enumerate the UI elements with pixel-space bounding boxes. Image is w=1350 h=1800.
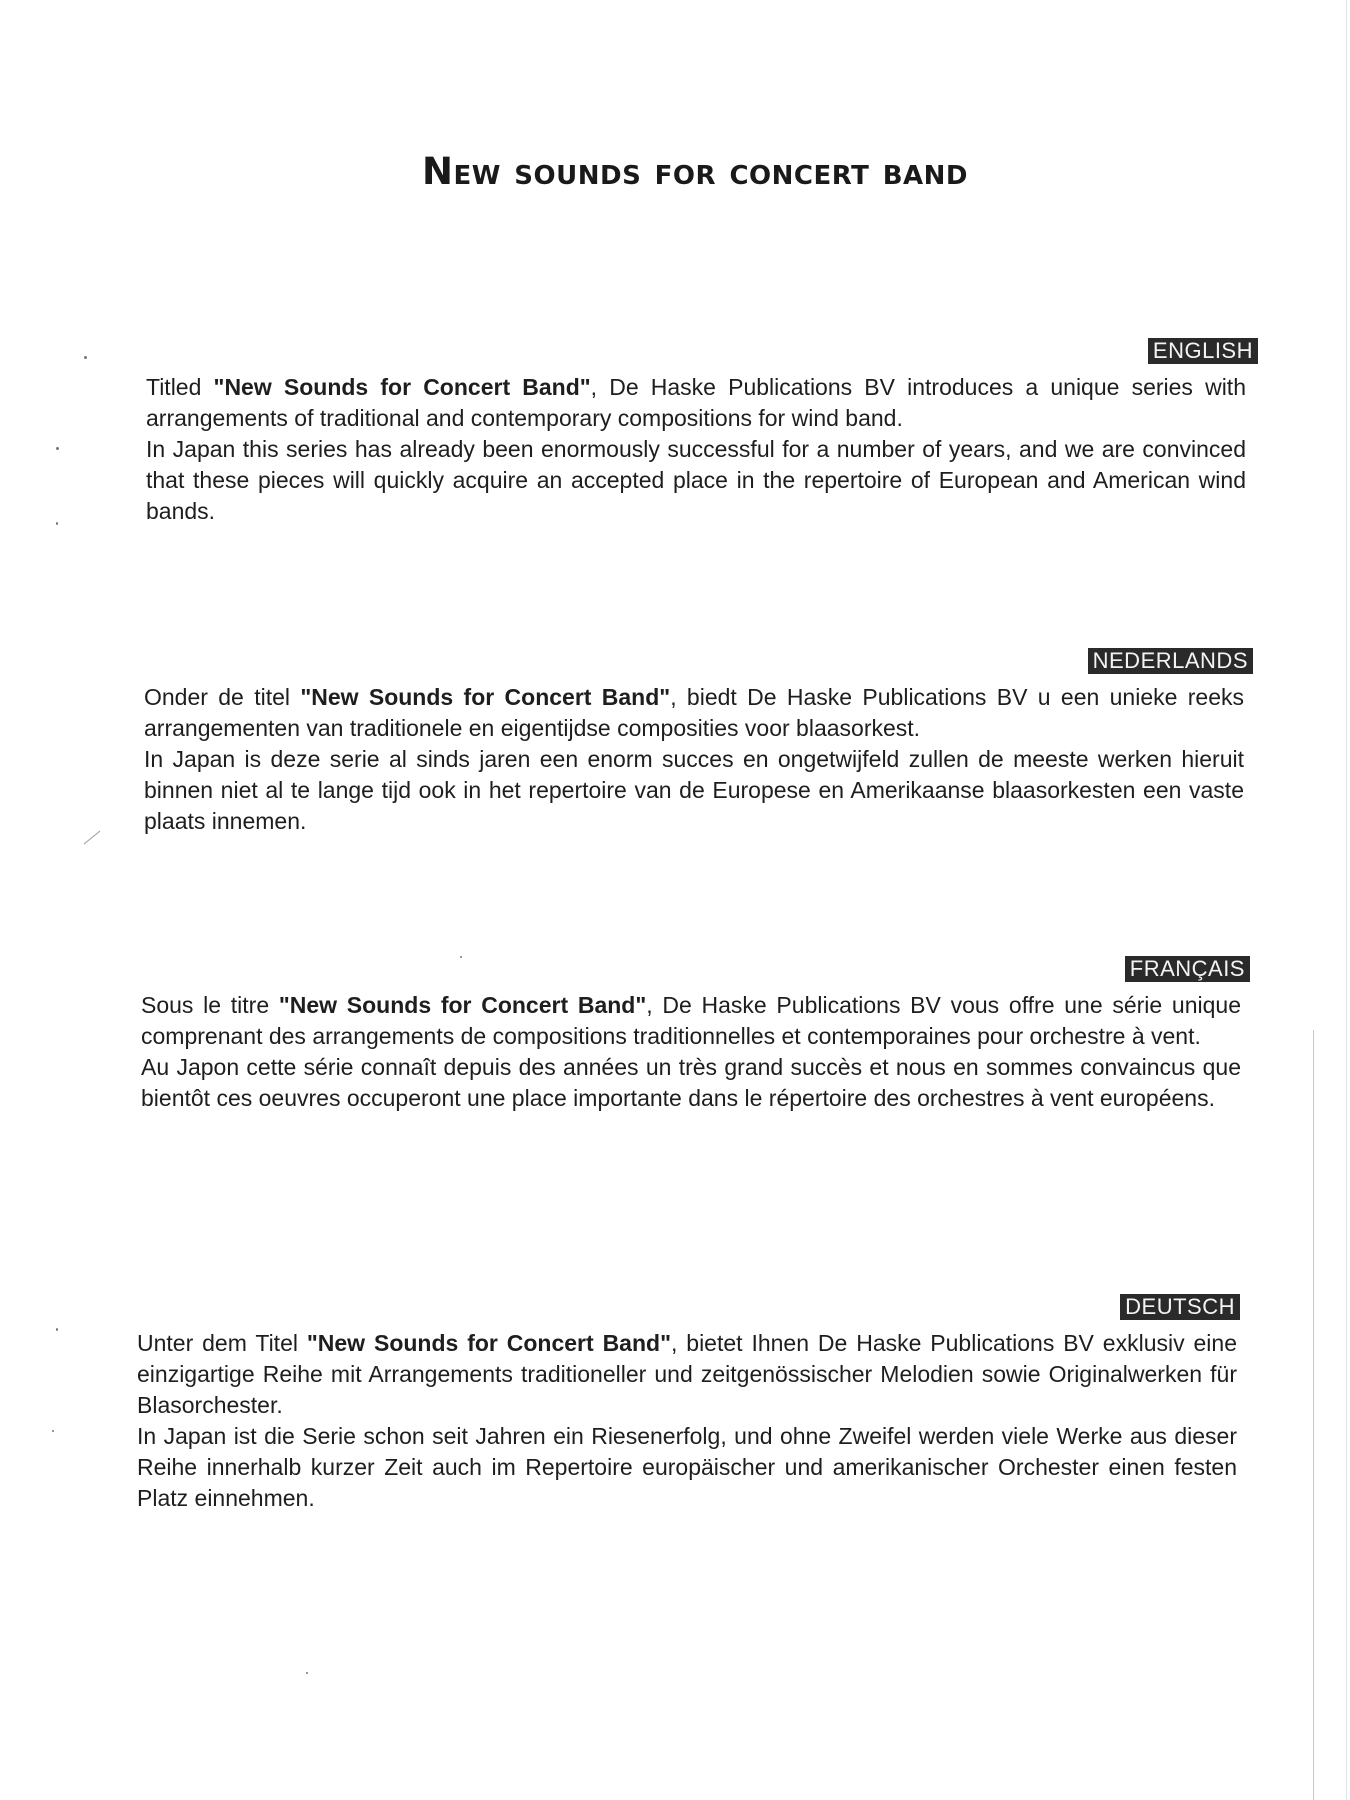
intro-text: Sous le titre [141, 992, 279, 1018]
series-name: "New Sounds for Concert Band" [278, 992, 647, 1018]
scan-speck [52, 1430, 54, 1432]
scan-speck [56, 1328, 58, 1331]
paragraph-1 [144, 682, 1244, 744]
paragraph-2: Au Japon cette série connaît depuis des années un très grand succès et nous en sommes convaincus que bientôt ces oeuvres occuperont une place importante dans le répertoire des orchestres à vent européens. [141, 1054, 1241, 1111]
scan-edge-line [1346, 0, 1347, 1800]
section-text [146, 372, 1246, 527]
scan-speck [56, 447, 59, 450]
paragraph-1 [137, 1328, 1237, 1421]
scan-speck [56, 522, 58, 525]
series-name: "New Sounds for Concert Band" [300, 684, 671, 710]
scan-mark [82, 828, 102, 846]
scan-speck [460, 956, 462, 958]
paragraph-2: In Japan is deze serie al sinds jaren een enorm succes en ongetwijfeld zullen de meeste werken hieruit binnen niet al te lange tijd ook in het repertoire van de Europese en Amerikaanse blaasorkesten een vaste plaats innemen. [144, 746, 1244, 834]
language-badge-deutsch: DEUTSCH [1120, 1294, 1240, 1320]
paragraph-2: In Japan ist die Serie schon seit Jahren ein Riesenerfolg, und ohne Zweifel werden viele Werke aus dieser Reihe innerhalb kurzer Zeit auch im Repertoire europäischer und amerikanischer Orchester einen festen Platz einnehmen. [137, 1423, 1237, 1511]
language-badge-english: ENGLISH [1148, 338, 1258, 364]
intro-text: Onder de titel [144, 684, 301, 710]
paragraph-1-rest: , De Haske Publications BV introduces a unique series with arrangements of traditional and contemporary compositions for wind band. [146, 374, 1246, 431]
scan-edge-line [1313, 1030, 1314, 1800]
section-text [141, 990, 1241, 1114]
scan-speck [306, 1672, 308, 1674]
intro-text: Unter dem Titel [137, 1330, 307, 1356]
intro-text: Titled [146, 374, 214, 400]
language-badge-francais: FRANÇAIS [1125, 956, 1250, 982]
section-text [144, 682, 1244, 837]
scan-speck [84, 356, 87, 359]
series-name: "New Sounds for Concert Band" [306, 1330, 671, 1356]
paragraph-1 [146, 372, 1246, 434]
paragraph-2: In Japan this series has already been enormously successful for a number of years, and we are convinced that these pieces will quickly acquire an accepted place in the repertoire of European and American wind bands. [146, 436, 1246, 524]
series-name: "New Sounds for Concert Band" [213, 374, 591, 400]
page-title: New sounds for concert band [422, 150, 968, 193]
paragraph-1-rest: , bietet Ihnen De Haske Publications BV exklusiv eine einzigartige Reihe mit Arrangements traditioneller und zeitgenössischer Melodien sowie Originalwerken für Blasorchester. [137, 1330, 1237, 1418]
paragraph-1-rest: , De Haske Publications BV vous offre une série unique comprenant des arrangements de compositions traditionnelles et contemporaines pour orchestre à vent. [141, 992, 1241, 1049]
paragraph-1 [141, 990, 1241, 1052]
language-badge-nederlands: NEDERLANDS [1088, 648, 1253, 674]
section-text [137, 1328, 1237, 1514]
paragraph-1-rest: , biedt De Haske Publications BV u een unieke reeks arrangementen van traditionele en eigentijdse composities voor blaasorkest. [144, 684, 1244, 741]
